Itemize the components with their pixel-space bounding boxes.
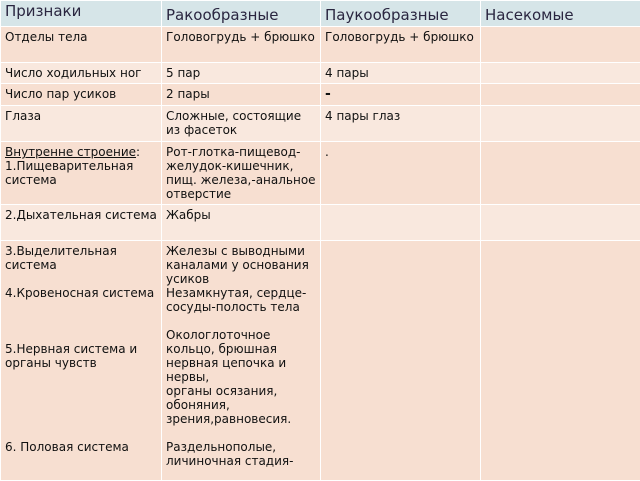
cell-arachnids: 4 пары	[321, 63, 481, 84]
row-label: 2.Дыхательная система	[1, 205, 162, 241]
cell-arachnids	[321, 205, 481, 241]
cell-crustaceans: Железы с выводными каналами у основания усиков Незамкнутая, сердце-сосуды-полость тела Окологлоточное кольцо, брюшная нервная цепочка и нервы, органы осязания, обоняния, зрения,равновесия. Раздельнополые, личиночная стадия-	[162, 241, 321, 481]
cell-arachnids: .	[321, 142, 481, 205]
cell-crustaceans: Жабры	[162, 205, 321, 241]
table-row	[1, 27, 640, 63]
cell-crustaceans: 2 пары	[162, 84, 321, 106]
cell-insects	[481, 63, 640, 84]
cell-insects	[481, 84, 640, 106]
row-label: Число пар усиков	[1, 84, 162, 106]
cell-crustaceans: Головогрудь + брюшко	[162, 27, 321, 63]
cell-crustaceans: Рот-глотка-пищевод-желудок-кишечник, пищ. железа,-анальное отверстие	[162, 142, 321, 205]
internal-subheading: : 1.Пищеварительная система	[5, 145, 140, 187]
table-row	[1, 205, 640, 241]
cell-insects	[481, 27, 640, 63]
cell-arachnids: 4 пары глаз	[321, 106, 481, 142]
header-insects: Насекомые	[481, 1, 640, 27]
cell-crustaceans: Сложные, состоящие из фасеток	[162, 106, 321, 142]
table-row	[1, 142, 640, 205]
table-row	[1, 106, 640, 142]
cell-insects	[481, 241, 640, 481]
header-features: Признаки	[1, 1, 162, 27]
cell-arachnids: -	[321, 84, 481, 106]
row-label: Число ходильных ног	[1, 63, 162, 84]
cell-insects	[481, 106, 640, 142]
header-crustaceans: Ракообразные	[162, 1, 321, 27]
cell-arachnids	[321, 241, 481, 481]
table-row	[1, 84, 640, 106]
cell-arachnids: Головогрудь + брюшко	[321, 27, 481, 63]
row-label: Глаза	[1, 106, 162, 142]
header-row	[1, 1, 640, 27]
row-label: 3.Выделительная система 4.Кровеносная система 5.Нервная система и органы чувств 6. Половая система	[1, 241, 162, 481]
row-label: Отделы тела	[1, 27, 162, 63]
header-arachnids: Паукообразные	[321, 1, 481, 27]
internal-heading: Внутренне строение	[5, 145, 136, 159]
cell-crustaceans: 5 пар	[162, 63, 321, 84]
cell-insects	[481, 205, 640, 241]
table-row	[1, 241, 640, 481]
cell-insects	[481, 142, 640, 205]
row-label-internal	[1, 142, 162, 205]
table-row	[1, 63, 640, 84]
